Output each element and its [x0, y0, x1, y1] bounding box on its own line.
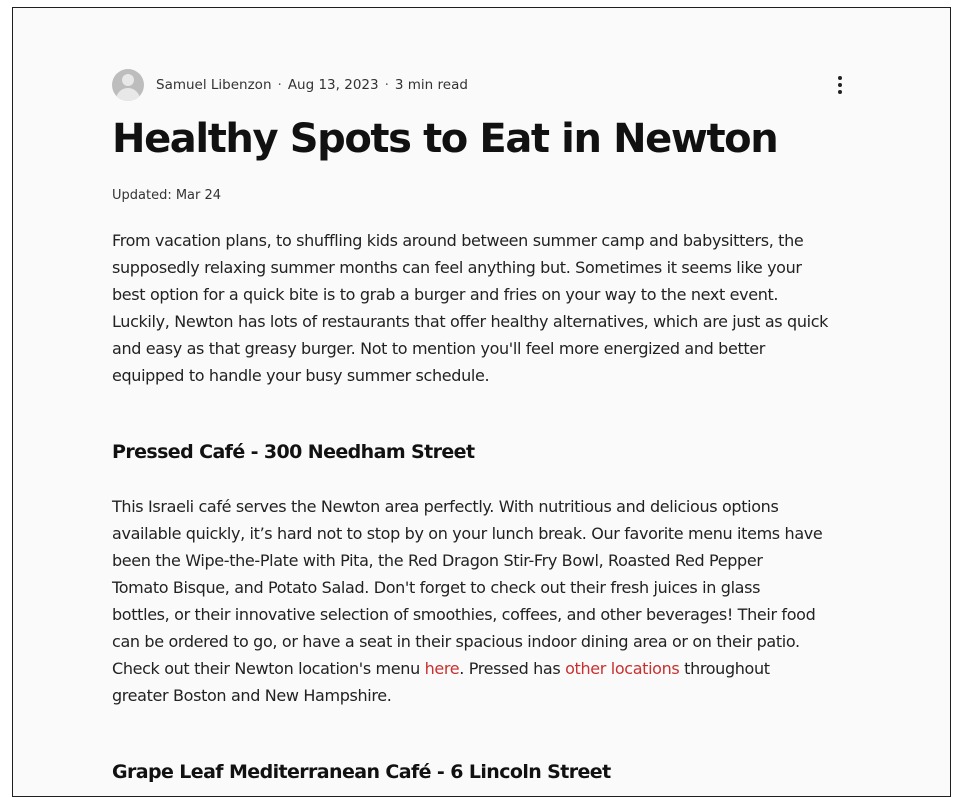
section-heading-grape-leaf: Grape Leaf Mediterranean Café - 6 Lincoln Street: [112, 761, 611, 783]
post-title: Healthy Spots to Eat in Newton: [112, 116, 778, 162]
paragraph-line-with-links: [112, 655, 857, 682]
line-text: . Pressed has: [459, 659, 566, 678]
paragraph-line: bottles, or their innovative selection of smoothies, coffees, and other beverages! Their food: [112, 605, 816, 624]
author-name[interactable]: Samuel Libenzon: [156, 77, 272, 93]
section-heading-pressed-cafe: Pressed Café - 300 Needham Street: [112, 441, 475, 463]
meta-separator: ·: [277, 77, 282, 93]
paragraph-line: greater Boston and New Hampshire.: [112, 686, 392, 705]
post-meta: [112, 68, 852, 102]
pressed-cafe-paragraph: [112, 493, 857, 709]
paragraph-line: From vacation plans, to shuffling kids around between summer camp and babysitters, the: [112, 231, 804, 250]
avatar-shoulders-shape: [116, 88, 140, 101]
paragraph-line: available quickly, it’s hard not to stop by on your lunch break. Our favorite menu items have: [112, 524, 823, 543]
line-text: Check out their Newton location's menu: [112, 659, 425, 678]
paragraph-line: Luckily, Newton has lots of restaurants that offer healthy alternatives, which are just as quick: [112, 312, 829, 331]
paragraph-line: can be ordered to go, or have a seat in their spacious indoor dining area or on their patio.: [112, 632, 800, 651]
paragraph-line: and easy as that greasy burger. Not to mention you'll feel more energized and better: [112, 339, 766, 358]
line-text: throughout: [679, 659, 770, 678]
paragraph-line: best option for a quick bite is to grab a burger and fries on your way to the next event.: [112, 285, 779, 304]
menu-here-link[interactable]: here: [424, 659, 460, 678]
paragraph-line: supposedly relaxing summer months can feel anything but. Sometimes it seems like your: [112, 258, 802, 277]
updated-date: Updated: Mar 24: [112, 188, 222, 203]
paragraph-line: Tomato Bisque, and Potato Salad. Don't forget to check out their fresh juices in glass: [112, 578, 761, 597]
avatar-head-shape: [122, 74, 134, 86]
author-avatar-icon[interactable]: [112, 69, 144, 101]
intro-paragraph: [112, 227, 857, 389]
blog-post-frame: [12, 7, 951, 797]
post-date: Aug 13, 2023: [287, 77, 379, 93]
other-locations-link[interactable]: other locations: [565, 659, 680, 678]
read-time: 3 min read: [394, 77, 468, 93]
paragraph-line: equipped to handle your busy summer schedule.: [112, 366, 490, 385]
meta-separator: ·: [384, 77, 389, 93]
more-actions-icon[interactable]: [828, 72, 852, 98]
paragraph-line: This Israeli café serves the Newton area perfectly. With nutritious and delicious options: [112, 497, 779, 516]
paragraph-line: been the Wipe-the-Plate with Pita, the Red Dragon Stir-Fry Bowl, Roasted Red Pepper: [112, 551, 763, 570]
